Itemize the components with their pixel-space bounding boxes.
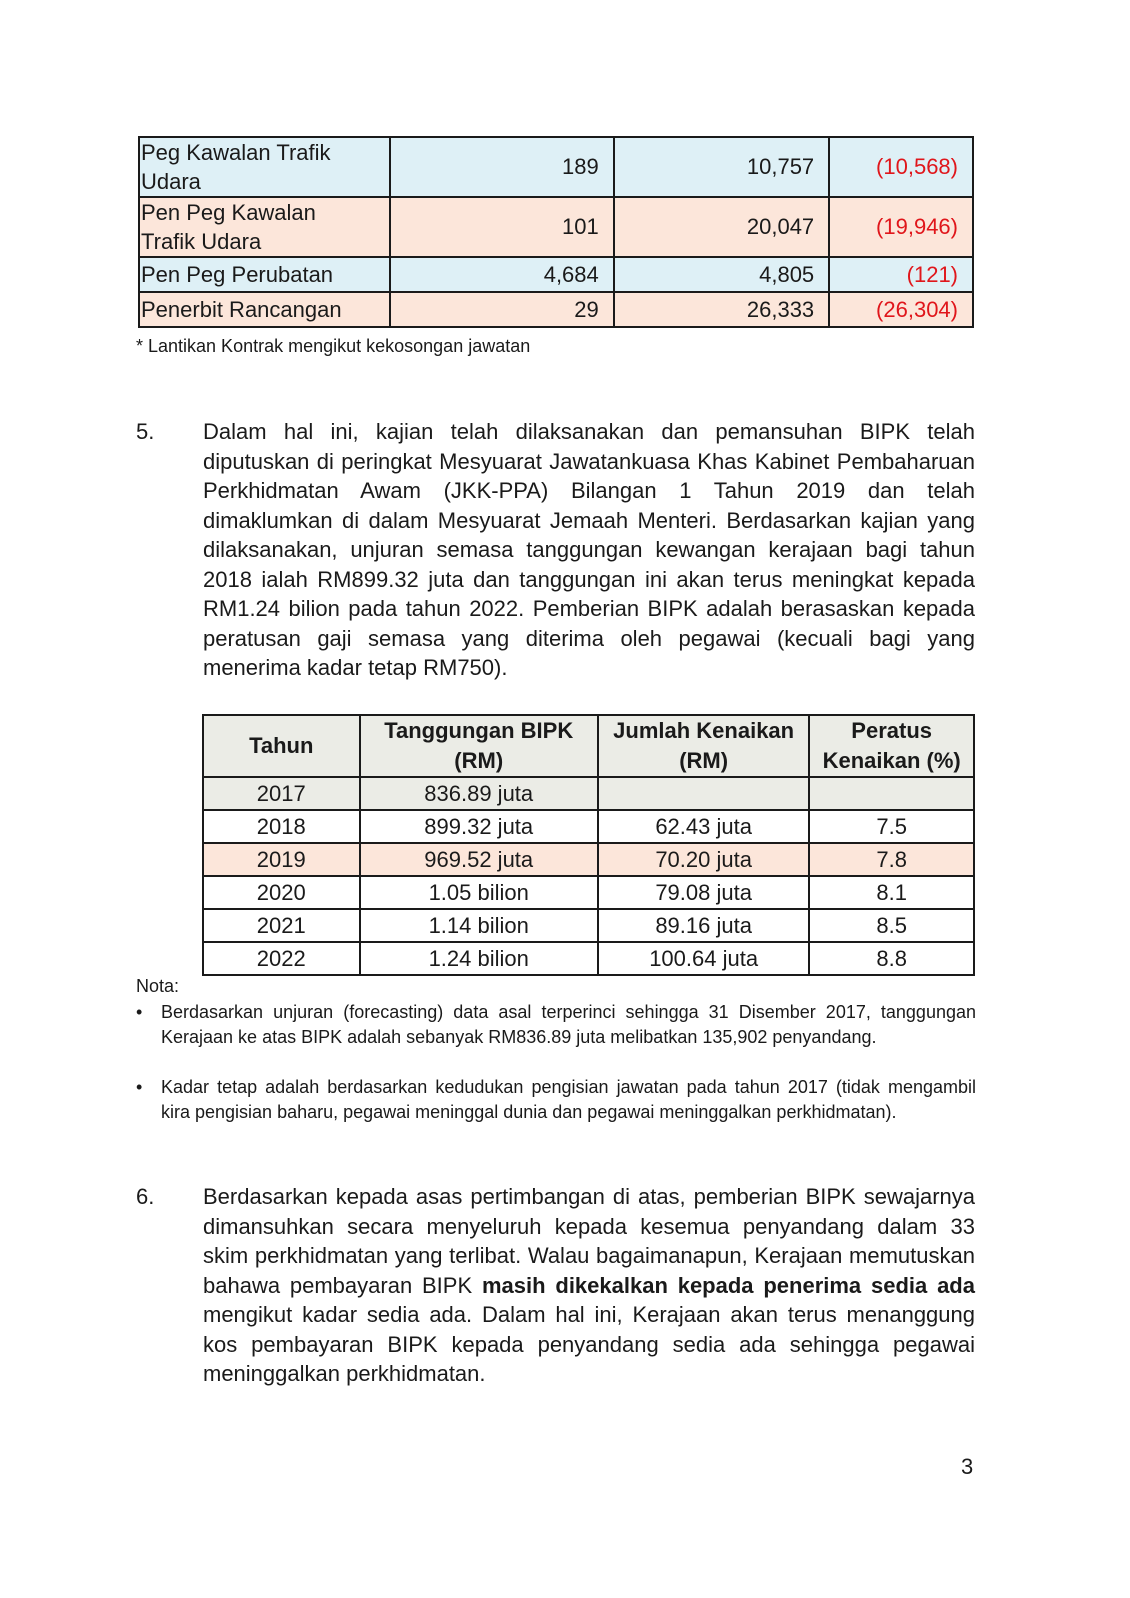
paragraph-number: 5. [136, 419, 155, 444]
vacancy-table [138, 136, 974, 328]
percent-cell: 7.5 [809, 810, 974, 843]
value-a: 29 [390, 292, 613, 327]
value-b: 20,047 [614, 197, 829, 257]
table-row [203, 909, 974, 942]
value-a: 4,684 [390, 257, 613, 292]
value-b: 26,333 [614, 292, 829, 327]
table-row [203, 810, 974, 843]
liability-cell: 1.24 bilion [360, 942, 598, 975]
table-row [203, 843, 974, 876]
value-a: 189 [390, 137, 613, 197]
table-row [139, 197, 973, 257]
nota-list [136, 1000, 976, 1150]
paragraph-number: 6. [136, 1184, 155, 1209]
increase-cell: 89.16 juta [598, 909, 809, 942]
nota-text: Kadar tetap adalah berdasarkan kedudukan pengisian jawatan pada tahun 2017 (tidak mengambil kira pengisian baharu, pegawai meninggal dunia dan pegawai meninggalkan perkhidmatan). [161, 1077, 976, 1122]
table-row [203, 942, 974, 975]
year-cell: 2019 [203, 843, 360, 876]
liability-cell: 969.52 juta [360, 843, 598, 876]
liability-cell: 899.32 juta [360, 810, 598, 843]
percent-cell: 7.8 [809, 843, 974, 876]
value-diff: (10,568) [829, 137, 973, 197]
header-increase: Jumlah Kenaikan (RM) [598, 715, 809, 777]
liability-cell: 1.05 bilion [360, 876, 598, 909]
table-footnote: * Lantikan Kontrak mengikut kekosongan jawatan [136, 336, 531, 356]
nota-text: Berdasarkan unjuran (forecasting) data asal terperinci sehingga 31 Disember 2017, tanggungan Kerajaan ke atas BIPK adalah sebanyak RM836.89 juta melibatkan 135,902 penyandang. [161, 1002, 976, 1047]
nota-label: Nota: [136, 976, 180, 996]
year-cell: 2017 [203, 777, 360, 810]
increase-cell: 100.64 juta [598, 942, 809, 975]
year-cell: 2021 [203, 909, 360, 942]
value-a: 101 [390, 197, 613, 257]
table-row [139, 292, 973, 327]
list-item [136, 1075, 976, 1125]
year-cell: 2020 [203, 876, 360, 909]
post-name: Pen Peg Perubatan [139, 257, 390, 292]
increase-cell: 70.20 juta [598, 843, 809, 876]
table-row [203, 876, 974, 909]
header-year: Tahun [203, 715, 360, 777]
value-diff: (121) [829, 257, 973, 292]
paragraph-text: Berdasarkan kepada asas pertimbangan di atas, pemberian BIPK sewajarnya dimansuhkan secara menyeluruh kepada kesemua penyandang dalam 33 skim perkhidmatan yang terlibat. Walau bagaimanapun, Kerajaan memutuskan bahawa pembayaran BIPK [203, 1184, 975, 1298]
paragraph-5: Dalam hal ini, kajian telah dilaksanakan dan pemansuhan BIPK telah diputuskan di peringkat Mesyuarat Jawatankuasa Khas Kabinet Pembaharuan Perkhidmatan Awam (JKK-PPA) Bilangan 1 Tahun 2019 dan telah dimaklumkan di dalam Mesyuarat Jemaah Menteri. Berdasarkan kajian yang dilaksanakan, unjuran semasa tanggungan kewangan kerajaan bagi tahun 2018 ialah RM899.32 juta dan tanggungan ini akan terus meningkat kepada RM1.24 bilion pada tahun 2022. Pemberian BIPK adalah berasaskan kepada peratusan gaji semasa yang diterima oleh pegawai (kecuali bagi yang menerima kadar tetap RM750). [203, 419, 975, 680]
bullet-icon: • [136, 1002, 143, 1022]
paragraph-6 [203, 1182, 975, 1389]
bullet-icon: • [136, 1077, 143, 1097]
percent-cell: 8.1 [809, 876, 974, 909]
post-name: Pen Peg Kawalan Trafik Udara [139, 197, 390, 257]
liability-cell: 1.14 bilion [360, 909, 598, 942]
post-name: Penerbit Rancangan [139, 292, 390, 327]
table-row [203, 777, 974, 810]
year-cell: 2022 [203, 942, 360, 975]
value-diff: (26,304) [829, 292, 973, 327]
header-percent: Peratus Kenaikan (%) [809, 715, 974, 777]
increase-cell: 79.08 juta [598, 876, 809, 909]
bipk-liability-table [202, 714, 975, 976]
percent-cell [809, 777, 974, 810]
paragraph-emphasis: masih dikekalkan kepada penerima sedia ada [481, 1272, 975, 1298]
table-row [139, 137, 973, 197]
header-liability: Tanggungan BIPK (RM) [360, 715, 598, 777]
percent-cell: 8.8 [809, 942, 974, 975]
value-b: 4,805 [614, 257, 829, 292]
page-number: 3 [961, 1454, 974, 1479]
liability-cell: 836.89 juta [360, 777, 598, 810]
percent-cell: 8.5 [809, 909, 974, 942]
table-header-row [203, 715, 974, 777]
value-b: 10,757 [614, 137, 829, 197]
paragraph-text: mengikut kadar sedia ada. Dalam hal ini, Kerajaan akan terus menanggung kos pembayaran BIPK kepada penyandang sedia ada sehingga pegawai meninggalkan perkhidmatan. [203, 1302, 975, 1386]
increase-cell [598, 777, 809, 810]
increase-cell: 62.43 juta [598, 810, 809, 843]
list-item [136, 1000, 976, 1050]
value-diff: (19,946) [829, 197, 973, 257]
post-name: Peg Kawalan Trafik Udara [139, 137, 390, 197]
year-cell: 2018 [203, 810, 360, 843]
table-row [139, 257, 973, 292]
